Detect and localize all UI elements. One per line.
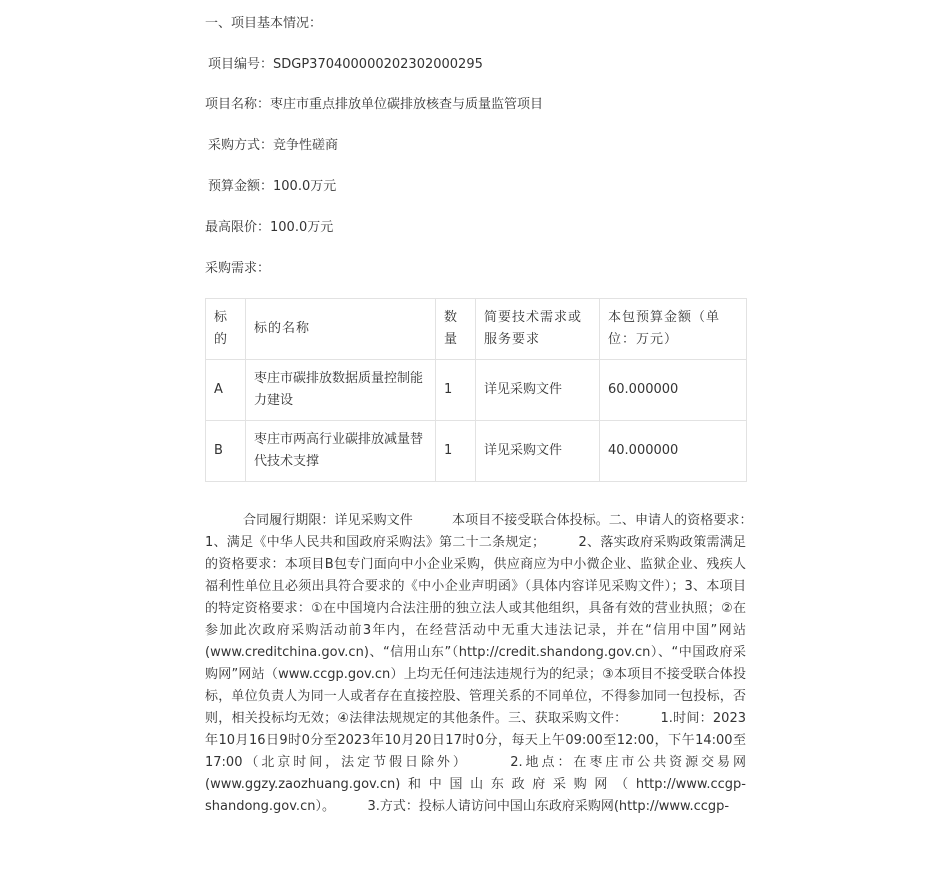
requirements-title: 采购需求：	[205, 261, 271, 276]
body-paragraph: 合同履行期限：详见采购文件 本项目不接受联合体投标。二、申请人的资格要求： 1、满足《中华人民共和国政府采购法》第二十二条规定； 2、落实政府采购政策需满足的资格要求：本项目B包专门面向中小企业采购，供应商应为中小微企业、监狱企业、残疾人福利性单位且必须出具符合要求的《中小企业声明函》（具体内容详见采购文件）；3、本项目的特定资格要求：①在中国境内合法注册的独立法人或其他组织，具备有效的营业执照；②在参加此次政府采购活动前3年内，在经营活动中无重大违法记录，并在“信用中国”网站(www.creditchina.gov.cn)、“信用山东”（http://credit.shandong.gov.cn）、“中国政府采购网”网站（www.ccgp.gov.cn）上均无任何违法违规行为的纪录；③本项目不接受联合体投标，单位负责人为同一人或者存在直接控股、管理关系的不同单位，不得参加同一包投标，否则，相关投标均无效；④法律法规规定的其他条件。三、获取采购文件： 1.时间：2023年10月16日9时0分至2023年10月20日17时0分，每天上午09:00至12:00，下午14:00至17:00（北京时间，法定节假日除外） 2.地点：在枣庄市公共资源交易网(www.ggzy.zaozhuang.gov.cn)和中国山东政府采购网（http://www.ccgp-shandong.gov.cn）。 3.方式：投标人请访问中国山东政府采购网(http://www.ccgp-	[205, 513, 786, 814]
budget-amount: 预算金额：100.0万元	[208, 179, 337, 194]
table-header-cell: 数量	[436, 299, 476, 360]
table-header-cell: 本包预算金额（单位：万元）	[600, 299, 747, 360]
project-name: 项目名称：枣庄市重点排放单位碳排放核查与质量监管项目	[205, 97, 544, 112]
requirements-table	[205, 298, 747, 482]
section-title: 一、项目基本情况：	[205, 16, 323, 31]
table-cell: 枣庄市碳排放数据质量控制能力建设	[246, 360, 436, 421]
table-header-row	[206, 299, 747, 360]
table-cell: 详见采购文件	[476, 360, 600, 421]
table-header-cell: 标的名称	[246, 299, 436, 360]
table-header-cell: 简要技术需求或服务要求	[476, 299, 600, 360]
table-cell: A	[206, 360, 246, 421]
table-cell: 40.000000	[600, 421, 747, 482]
project-number: 项目编号：SDGP370400000202302000295	[208, 57, 483, 72]
table-cell: 60.000000	[600, 360, 747, 421]
table-cell: 枣庄市两高行业碳排放减量替代技术支撑	[246, 421, 436, 482]
table-row	[206, 360, 747, 421]
procurement-method: 采购方式：竞争性磋商	[208, 138, 339, 153]
table-cell: 详见采购文件	[476, 421, 600, 482]
table-cell: 1	[436, 421, 476, 482]
table-cell: 1	[436, 360, 476, 421]
table-header-cell: 标的	[206, 299, 246, 360]
table-row	[206, 421, 747, 482]
table-cell: B	[206, 421, 246, 482]
max-price: 最高限价：100.0万元	[205, 220, 334, 235]
